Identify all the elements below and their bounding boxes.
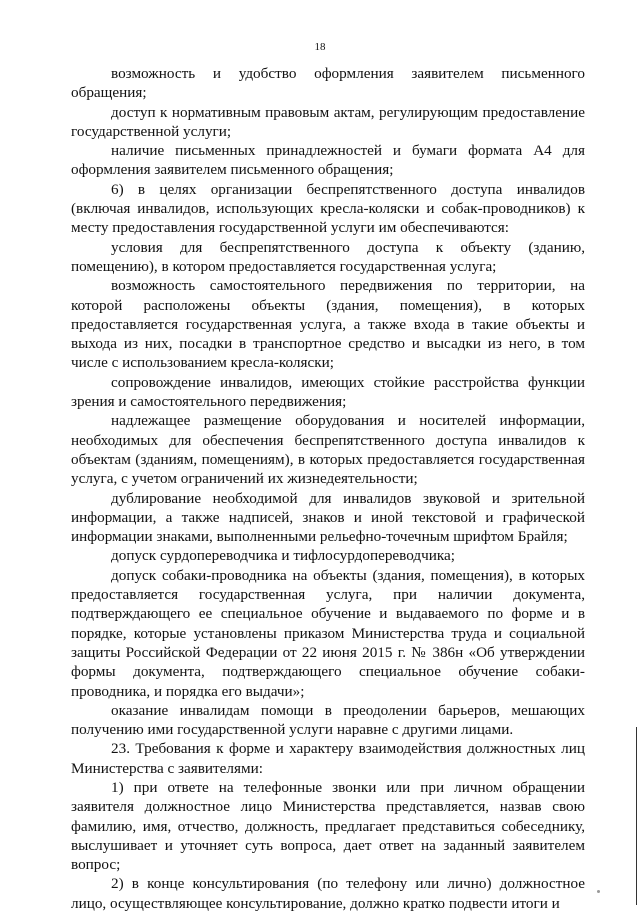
paragraph: допуск собаки-проводника на объекты (здания, помещения), в которых предоставляется государственная услуга, при наличии документа, подтверждающего ее специальное обучение и выдаваемого по форме и в порядке, которые установлены приказом Министерства труда и социальной защиты Российской Федерации от 22 июня 2015 г. № 386н «Об утверждении формы документа, подтверждающего специальное обучение собаки-проводника, и порядка его выдачи»;	[71, 566, 585, 700]
paragraph: 6) в целях организации беспрепятственного доступа инвалидов (включая инвалидов, использующих кресла-коляски и собак-проводников) к месту предоставления государственной услуги им обеспечиваются:	[71, 180, 585, 237]
document-body	[71, 64, 585, 913]
paragraph: доступ к нормативным правовым актам, регулирующим предоставление государственной услуги;	[71, 103, 585, 140]
scan-speck	[597, 890, 600, 893]
paragraph: оказание инвалидам помощи в преодолении барьеров, мешающих получению ими государственной услуги наравне с другими лицами.	[71, 701, 585, 739]
paragraph: дублирование необходимой для инвалидов звуковой и зрительной информации, а также надписей, знаков и иной текстовой и графической информации знаками, выполненными рельефно-точечным шрифтом Брайля;	[71, 489, 585, 546]
scan-edge-line	[636, 727, 637, 905]
paragraph: 2) в конце консультирования (по телефону или лично) должностное лицо, осуществляющее консультирование, должно кратко подвести итоги и	[71, 875, 585, 912]
paragraph: допуск сурдопереводчика и тифлосурдопереводчика;	[111, 547, 455, 565]
paragraph: возможность самостоятельного передвижения по территории, на которой расположены объекты (здания, помещения), в которых предоставляется государственная услуга, а также входа в такие объекты и выхода из них, посадки в транспортное средство и высадки из него, в том числе с использованием кресла-коляски;	[71, 277, 585, 372]
paragraph: условия для беспрепятственного доступа к объекту (зданию, помещению), в котором предоставляется государственная услуга;	[71, 238, 585, 275]
page-number: 18	[314, 41, 326, 53]
paragraph: 23. Требования к форме и характеру взаимодействия должностных лиц Министерства с заявителями:	[71, 740, 585, 777]
paragraph: наличие письменных принадлежностей и бумаги формата А4 для оформления заявителем письменного обращения;	[71, 142, 585, 179]
paragraph: возможность и удобство оформления заявителем письменного обращения;	[71, 65, 585, 102]
paragraph: надлежащее размещение оборудования и носителей информации, необходимых для обеспечения беспрепятственного доступа инвалидов к объектам (зданиям, помещениям), в которых предоставляется государственная услуга, с учетом ограничений их жизнедеятельности;	[71, 412, 585, 488]
paragraph: 1) при ответе на телефонные звонки или при личном обращении заявителя должностное лицо Министерства представляется, назвав свою фамилию, имя, отчество, должность, предлагает представиться собеседнику, выслушивает и уточняет суть вопроса, дает ответ на заданный заявителем вопрос;	[71, 778, 585, 874]
paragraph: сопровождение инвалидов, имеющих стойкие расстройства функции зрения и самостоятельного передвижения;	[71, 373, 585, 411]
